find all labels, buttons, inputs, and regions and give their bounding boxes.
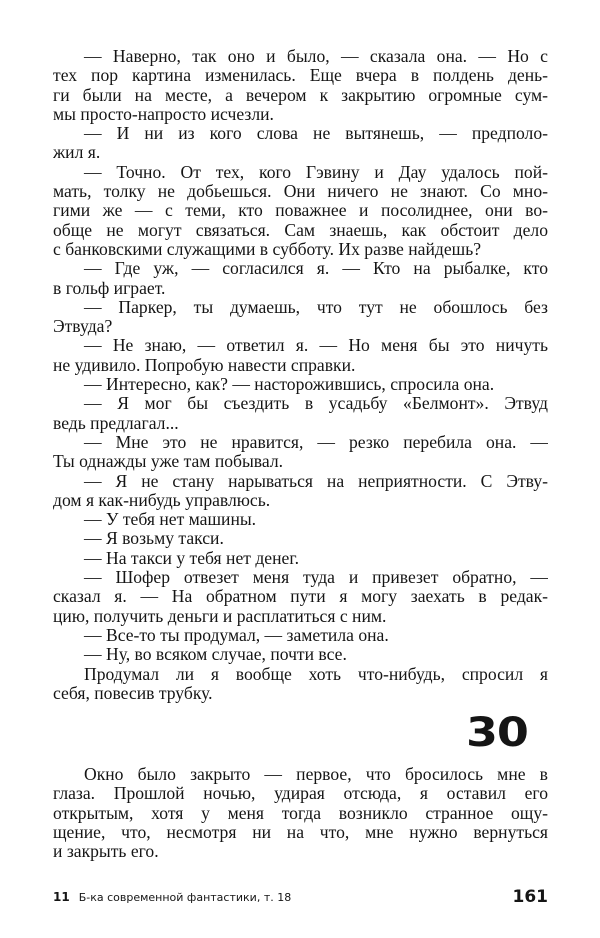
text-line: щение, что, несмотря ни на что, мне нужно вернуться: [53, 822, 548, 842]
text-line: — Я не стану нарываться на неприятности. С Этву-: [84, 471, 548, 491]
text-line: Продумал ли я вообще хоть что-нибудь, спросил я: [84, 664, 548, 684]
text-line: жил я.: [53, 143, 101, 163]
dialogue-text-block: [53, 47, 548, 703]
text-line: — Мне это не нравится, — резко перебила она. —: [84, 432, 548, 452]
text-line: — Все-то ты продумал, — заметила она.: [84, 625, 389, 645]
text-line: сказал я. — На обратном пути я могу заехать в редак-: [53, 587, 548, 607]
chapter-opening-text-block: [53, 765, 548, 861]
text-line: Этвуда?: [53, 317, 113, 337]
text-line: Окно было закрыто — первое, что бросилось мне в: [84, 765, 548, 784]
text-line: гими же — с теми, кто поважнее и посолиднее, они во-: [53, 201, 548, 221]
page-footer: [53, 886, 548, 916]
text-line: — И ни из кого слова не вытянешь, — предполо-: [84, 124, 548, 144]
text-line: — Интересно, как? — насторожившись, спросила она.: [84, 375, 495, 395]
text-line: не удивило. Попробую навести справки.: [53, 355, 356, 375]
text-line: — Наверно, так оно и было, — сказала она. — Но с: [84, 47, 548, 66]
text-line: — Точно. От тех, кого Гэвину и Дау удалось пой-: [84, 162, 548, 182]
signature-number: 11: [53, 890, 70, 904]
text-line: — Не знаю, — ответил я. — Но меня бы это ничуть: [84, 336, 548, 356]
text-line: дом я как-нибудь управлюсь.: [53, 490, 271, 510]
page-number: 161: [512, 887, 548, 907]
text-line: — Паркер, ты думаешь, что тут не обошлось без: [84, 297, 548, 317]
text-line: обще не могут связаться. Сам знаешь, как обстоит дело: [53, 220, 548, 240]
text-line: мать, толку не добьешься. Они ничего не знают. Со мно-: [53, 182, 548, 202]
text-line: открытым, хотя у меня тогда возникло странное ощу-: [53, 803, 548, 823]
text-line: — У тебя нет машины.: [84, 510, 257, 530]
text-line: с банковскими служащими в субботу. Их разве найдешь?: [53, 239, 482, 259]
text-line: тех пор картина изменилась. Еще вчера в полдень день-: [53, 66, 548, 86]
text-line: — На такси у тебя нет денег.: [84, 548, 299, 568]
text-line: — Я мог бы съездить в усадьбу «Белмонт». Этвуд: [84, 394, 548, 414]
text-line: — Шофер отвезет меня туда и привезет обратно, —: [84, 568, 548, 588]
text-line: ведь предлагал...: [53, 413, 179, 433]
text-line: — Я возьму такси.: [84, 529, 224, 549]
chapter-number-heading: 30: [466, 710, 528, 756]
printer-signature: [53, 890, 291, 905]
text-line: мы просто-напросто исчезли.: [53, 104, 274, 124]
text-line: — Ну, во всяком случае, почти все.: [84, 645, 347, 665]
signature-text: Б-ка современной фантастики, т. 18: [78, 891, 292, 904]
text-line: и закрыть его.: [53, 842, 159, 862]
text-line: в гольф играет.: [53, 278, 166, 298]
text-line: Ты однажды уже там побывал.: [53, 452, 284, 472]
text-line: ги были на месте, а вечером к закрытию огромные сум-: [53, 85, 548, 105]
text-line: глаза. Прошлой ночью, удирая отсюда, я оставил его: [53, 784, 548, 804]
text-line: себя, повесив трубку.: [53, 683, 213, 703]
text-line: — Где уж, — согласился я. — Кто на рыбалке, кто: [84, 259, 548, 279]
text-line: цию, получить деньги и расплатиться с ним.: [53, 606, 387, 626]
